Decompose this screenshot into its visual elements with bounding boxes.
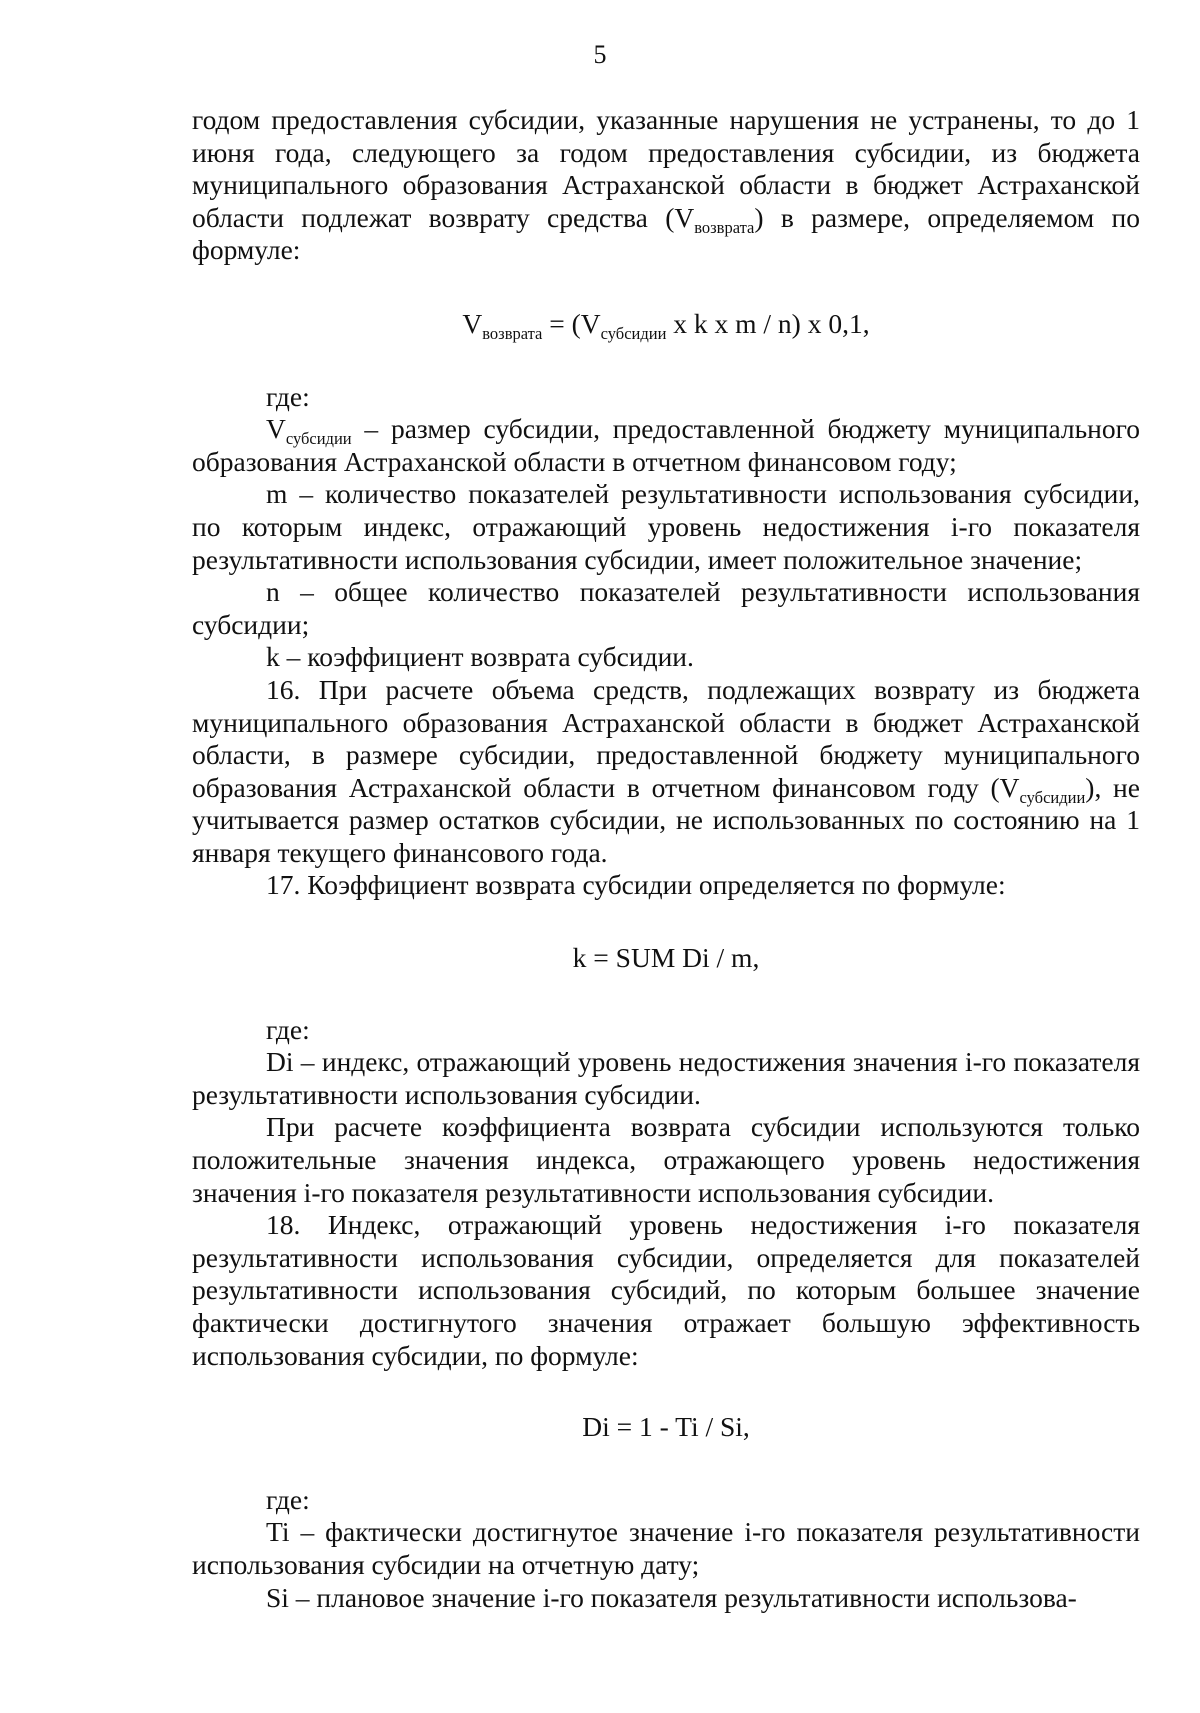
- page-number: 5: [593, 40, 607, 69]
- paragraph-17: 17. Коэффициент возврата субсидии определяется по формуле:: [266, 869, 1006, 901]
- def-v-text: – размер субсидии, предоставленной бюджету муниципального образования Астраханской области в отчетном финансовом году;: [192, 413, 1140, 477]
- document-body: [192, 104, 1140, 1614]
- paragraph-intro: [192, 104, 1140, 267]
- where-label-3: где:: [266, 1483, 310, 1515]
- where-label-1: где:: [266, 380, 310, 412]
- intro-tail: ) в размере, определяемом по формуле:: [192, 201, 1140, 266]
- definition-n: n – общее количество показателей результативности использования субсидии;: [192, 576, 1140, 640]
- formula-lhs: V: [462, 307, 483, 339]
- definition-k: k – коэффициент возврата субсидии.: [266, 641, 694, 673]
- formula-mid: = (V: [542, 307, 601, 339]
- def-v-subscript: субсидии: [285, 428, 352, 448]
- paragraph-positive-values: При расчете коэффициента возврата субсидии используются только положительные значения индекса, отражающего уровень недостижения значения i-го показателя результативности использования субсидии.: [192, 1111, 1140, 1208]
- intro-subscript: возврата: [694, 217, 755, 237]
- definition-si: Si – плановое значение i-го показателя результативности использова-: [266, 1581, 1077, 1613]
- formula-k: k = SUM Di / m,: [572, 942, 760, 974]
- definition-ti: Ti – фактически достигнутое значение i-го показателя результативности использования субсидии на отчетную дату;: [192, 1516, 1140, 1580]
- definition-v-subsidy: [192, 413, 1140, 478]
- formula-lhs-subscript: возврата: [482, 323, 543, 343]
- definition-m: m – количество показателей результативности использования субсидии, по которым индекс, отражающий уровень недостижения i-го показателя результативности использования субсидии, имеет положительное значение;: [192, 478, 1140, 575]
- formula-di: Di = 1 - Ti / Si,: [582, 1411, 750, 1443]
- intro-text: годом предоставления субсидии, указанные нарушения не устранены, то до 1 июня года, следующего за годом предоставления субсидии, из бюджета муниципального образования Астраханской области в бюджет Астраханской области подлежат возврату средства (: [192, 104, 1140, 233]
- def-v-symbol: V: [266, 413, 286, 445]
- paragraph-18: 18. Индекс, отражающий уровень недостижения i-го показателя результативности использования субсидии, определяется для показателей результативности использования субсидий, по которым большее значение фактически достигнутого значения отражает большую эффективность использования субсидии, по формуле:: [192, 1209, 1140, 1371]
- p16-symbol: V: [999, 771, 1020, 803]
- p16-text-b: ), не учитывается размер остатков субсидии, не использованных по состоянию на 1 января текущего финансового года.: [192, 771, 1140, 868]
- definition-di: Di – индекс, отражающий уровень недостижения значения i-го показателя результативности использования субсидии.: [192, 1046, 1140, 1110]
- where-label-2: где:: [266, 1013, 310, 1045]
- intro-symbol: V: [674, 201, 695, 233]
- p16-subscript: субсидии: [1019, 787, 1086, 807]
- formula-return-volume: [192, 308, 1140, 341]
- p16-text-a: 16. При расчете объема средств, подлежащих возврату из бюджета муниципального образования Астраханской области в бюджет Астраханской области, в размере субсидии, предоставленной бюджету муниципального образования Астраханской области в отчетном финансовом году (: [192, 673, 1140, 803]
- formula-mid-subscript: субсидии: [600, 323, 667, 343]
- paragraph-16: [192, 674, 1140, 870]
- formula-rhs: x k x m / n) x 0,1,: [666, 307, 870, 339]
